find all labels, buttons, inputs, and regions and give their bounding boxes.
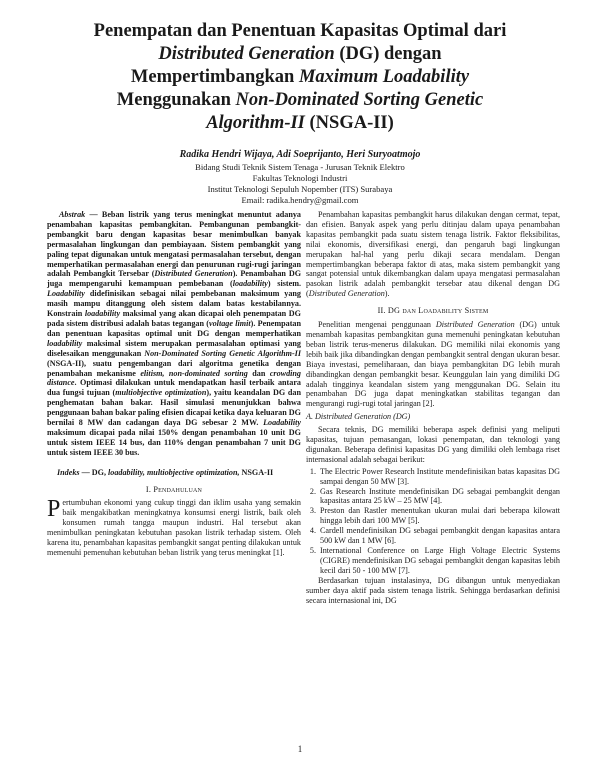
abstract: Abstrak — Beban listrik yang terus meningkat menuntut adanya penambahan kapasitas pembangkitan. Pembangunan pembangkit-pembangkit baru dengan kapasitas besar menimbulkan banyak permasalahan lingkungan dan pembiayaan. Sistem pembangkit yang paling tepat digunakan untuk mengatasi permasalahan tersebut, dengan memperhatikan permasalahan energi dan penurunan rugi-rugi jaringan adalah Pembangkit Tersebar (Distributed Generation). Penambahan DG juga mempengaruhi kemampuan pembebanan (loadability) sistem. Loadability didefinisikan sebagai nilai pembebanan maksimum yang masih mampu ditanggung oleh sistem dalam batas kestabilannya. Konstrain loadability maksimal yang akan dicapai oleh penempatan DG pada sistem distribusi adalah batas tegangan (voltage limit). Penempatan dan penentuan kapasitas optimal unit DG dengan memperhatikan loadability maksimal sistem merupakan permasalahan optimasi yang diselesaikan menggunakan Non-Dominated Sorting Genetic Algorithm-II (NSGA-II), suatu pengembangan dari algoritma genetika dengan penambahan mekanisme elitism, non-dominated sorting dan crowding distance. Optimasi dilakukan untuk mendapatkan hasil terbaik antara dua fungsi tujuan (multiobjective optimization), yaitu keandalan DG dan penghematan bahan bakar. Hasil simulasi menunjukkan bahwa penggunaan bahan bakar paling efisien dicapai ketika daya keluaran DG bernilai 8 MW dan cadangan daya DG sebesar 2 MW. Loadability maksimum dicapai pada nilai 150% dengan penambahan 10 unit DG untuk sistem IEEE 14 bus, dan 110% dengan penambahan 7 unit DG untuk sistem IEEE 30 bus. (47, 210, 302, 457)
title-line-3: Mempertimbangkan Maximum Loadability (130, 67, 470, 87)
author-names: Radika Hendri Wijaya, Adi Soeprijanto, Heri Suryoatmojo (179, 149, 421, 160)
affiliation-faculty: Fakultas Teknologi Industri (252, 173, 348, 183)
title-line-5: Algorithm-II (NSGA-II) (206, 113, 394, 133)
list-item: 2. Gas Research Institute mendefinisikan DG sebagai pembangkit dengan kapasitas antara 25 kW – 25 MW [4]. (318, 487, 560, 507)
right-column (306, 210, 560, 605)
section-heading-introduction: I. Pendahuluan (145, 484, 203, 494)
affiliation-institute: Institut Teknologi Sepuluh Nopember (ITS) Surabaya (207, 184, 393, 194)
list-item: 4. Cardell mendefinisikan DG sebagai pembangkit dengan kapasitas antara 500 kW dan 1 MW [6]. (318, 526, 560, 546)
author-email: Email: radika.hendry@gmail.com (241, 195, 359, 205)
section-heading-dg-loadability: II. DG dan Loadability Sistem (377, 306, 489, 316)
paragraph-dg-research: Penelitian mengenai penggunaan Distributed Generation (DG) untuk menambah kapasitas pembangkitan guna memenuhi peningkatan kebutuhan beban listrik terus-menerus dilakukan. DG memiliki nilai ekonomis yang lebih baik jika dibandingkan dengan pembangkit sentral dengan ukuran besar. Biaya investasi, pemeliharaan, dan biaya pembangkitan DG lebih murah dibandingkan dengan pembangkit besar. Keunggulan lain yang dimiliki DG adalah tingginya keandalan sistem yang menggunakan DG. Selain itu penambahan DG juga dapat meningkatkan stabilitas tegangan dan mengurangi rugi-rugi total jaringan [2]. (306, 320, 560, 409)
page-number: 1 (297, 744, 303, 754)
paragraph-capacity: Penambahan kapasitas pembangkit harus dilakukan dengan cermat, tepat, dan efisien. Banyak aspek yang perlu ditinjau dalam upaya penambahan kapasitas pembangkit pada suatu sistem tenaga listrik. Faktor fleksibilitas, nilai ekonomis, diversifikasi energi, dan pengaruh bagi lingkungan merupakan hal-hal yang perlu dikaji secara mendalam. Dengan mempertimbangkan beberapa faktor di atas, maka sistem pembangkit yang sangat potensial untuk dikembangkan dalam upaya mengatasi permasalahan pasokan listrik adalah pembangkit tersebar atau dikenal dengan DG (Distributed Generation). (306, 210, 560, 299)
title-line-1: Penempatan dan Penentuan Kapasitas Optimal dari (93, 21, 507, 41)
paragraph-installation: Berdasarkan tujuan instalasinya, DG dibangun untuk menyediakan sumber daya aktif pada sistem tenaga listrik. Sehingga berdasarkan definisi secara internasional ini, DG (306, 575, 560, 605)
list-item: 3. Preston dan Rastler menentukan ukuran mulai dari beberapa kilowatt hingga lebih dari 100 MW [5]. (318, 506, 560, 526)
affiliation-department: Bidang Studi Teknik Sistem Tenaga - Jurusan Teknik Elektro (195, 162, 405, 172)
paragraph-dg-definition: Secara teknis, DG memiliki beberapa aspek definisi yang meliputi kapasitas, tujuan pemasangan, lokasi penempatan, dan teknologi yang digunakan. Beberapa definisi kapasitas DG yang dimiliki oleh lembaga riset internasional adalah sebagai berikut: (306, 425, 560, 464)
keywords: Indeks — DG, loadability, multiobjective optimization, NSGA-II (57, 467, 274, 477)
author-block (40, 148, 560, 206)
left-column (47, 210, 301, 558)
definition-list (306, 467, 560, 576)
paper-title (40, 20, 560, 135)
title-line-2: Distributed Generation (DG) dengan (158, 44, 442, 64)
title-line-4: Menggunakan Non-Dominated Sorting Genetic (116, 90, 484, 110)
intro-paragraph: Pertumbuhan ekonomi yang cukup tinggi dan iklim usaha yang semakin baik mengakibatkan meningkatnya konsumsi energi listrik, baik oleh konsumen rumah tangga maupun industri. Hal tersebut akan menimbulkan peningkatan kebutuhan pasokan listrik terhadap sistem. Oleh karena itu, penambahan kapasitas pembangkit sangat penting dilakukan untuk memenuhi pemenuhan kebutuhan beban listrik yang terus meningkat [1]. (47, 496, 301, 557)
list-item: 5. International Conference on Large High Voltage Electric Systems (CIGRE) mendefinisikan DG sebagai pembangkit dengan kapasitas lebih kecil dari 50 - 100 MW [7]. (318, 546, 560, 576)
subsection-heading-dg: A. Distributed Generation (DG) (306, 412, 411, 422)
list-item: 1. The Electric Power Research Institute mendefinisikan batas kapasitas DG sampai dengan 50 MW [3]. (318, 467, 560, 487)
